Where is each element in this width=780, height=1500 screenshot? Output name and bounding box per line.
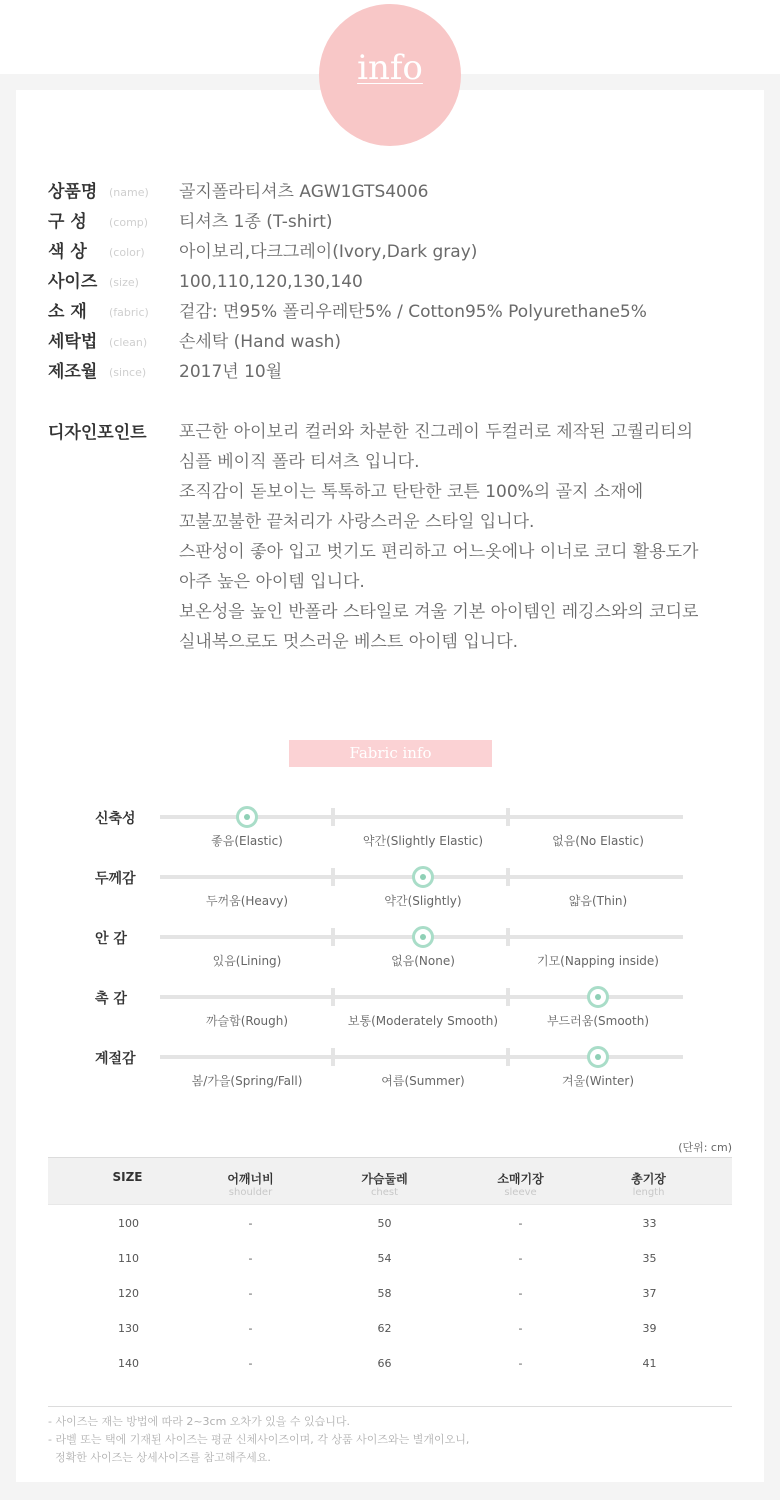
spec-value: 겉감: 면95% 폴리우레탄5% / Cotton95% Polyurethane5% <box>179 302 647 322</box>
spec-label: 제조월 <box>48 362 98 382</box>
table-cell: - <box>518 1252 523 1265</box>
spec-label: 세탁법 <box>48 332 98 352</box>
spec-label: 사이즈 <box>48 272 98 292</box>
unit-label: (단위: cm) <box>678 1141 732 1154</box>
fabric-scale-tick <box>506 868 510 886</box>
design-point-line: 포근한 아이보리 컬러와 차분한 진그레이 두컬러로 제작된 고퀄리티의 <box>179 422 694 442</box>
fabric-scale-tick <box>331 928 335 946</box>
spec-sublabel: (clean) <box>109 336 148 349</box>
table-cell: 130 <box>118 1322 139 1335</box>
fabric-option-label: 부드러움(Smooth) <box>546 1014 650 1028</box>
fabric-selected-marker <box>412 926 434 948</box>
spec-label: 색 상 <box>48 242 87 262</box>
fabric-option-label: 약간(Slightly) <box>384 894 462 908</box>
spec-sublabel: (since) <box>109 366 147 379</box>
column-header-shoulder: 어깨너비 shoulder <box>227 1172 274 1198</box>
table-cell: 100 <box>118 1217 139 1230</box>
size-table-header <box>48 1157 732 1205</box>
design-point-label: 디자인포인트 <box>48 423 147 443</box>
column-header-length: 총기장 length <box>631 1172 666 1198</box>
design-point-line: 보온성을 높인 반폴라 스타일로 겨울 기본 아이템인 레깅스와의 코디로 <box>179 602 699 622</box>
fabric-scale-tick <box>331 1048 335 1066</box>
spec-sublabel: (fabric) <box>109 306 149 319</box>
table-cell: - <box>518 1217 523 1230</box>
column-header-sleeve: 소매기장 sleeve <box>497 1172 544 1198</box>
spec-sublabel: (name) <box>109 186 149 199</box>
table-cell: - <box>518 1357 523 1370</box>
fabric-option-label: 두꺼움(Heavy) <box>205 894 289 908</box>
table-cell: 37 <box>642 1287 657 1300</box>
fabric-scale-tick <box>506 808 510 826</box>
fabric-scale-tick <box>331 988 335 1006</box>
spec-sublabel: (comp) <box>109 216 149 229</box>
fabric-option-label: 없음(No Elastic) <box>552 834 644 848</box>
fabric-row-label: 계절감 <box>95 1051 136 1067</box>
fabric-option-label: 기모(Napping inside) <box>536 954 659 968</box>
fabric-selected-marker <box>236 806 258 828</box>
table-cell: - <box>248 1287 253 1300</box>
table-cell: - <box>518 1322 523 1335</box>
table-cell: - <box>518 1287 523 1300</box>
spec-sublabel: (size) <box>109 276 139 289</box>
spec-sublabel: (color) <box>109 246 145 259</box>
design-point-line: 아주 높은 아이템 입니다. <box>179 572 365 592</box>
spec-value: 손세탁 (Hand wash) <box>179 332 342 352</box>
table-cell: 50 <box>377 1217 392 1230</box>
fabric-selected-marker <box>587 986 609 1008</box>
fabric-option-label: 여름(Summer) <box>381 1074 465 1088</box>
table-cell: 140 <box>118 1357 139 1370</box>
fabric-row-label: 두께감 <box>95 871 136 887</box>
table-cell: 62 <box>377 1322 392 1335</box>
table-cell: - <box>248 1217 253 1230</box>
note-line: 정확한 사이즈는 상세사이즈를 참고해주세요. <box>48 1451 271 1464</box>
fabric-scale-tick <box>506 1048 510 1066</box>
table-cell: - <box>248 1252 253 1265</box>
fabric-scale-tick <box>331 808 335 826</box>
design-point-text <box>179 417 754 657</box>
spec-label: 상품명 <box>48 182 98 202</box>
fabric-option-label: 까슬함(Rough) <box>205 1014 289 1028</box>
info-badge-text: info <box>357 48 423 88</box>
design-point-line: 조직감이 돋보이는 톡톡하고 탄탄한 코튼 100%의 골지 소재에 <box>179 482 644 502</box>
fabric-option-label: 봄/가을(Spring/Fall) <box>191 1074 303 1088</box>
spec-value: 100,110,120,130,140 <box>179 272 363 292</box>
fabric-selected-marker <box>587 1046 609 1068</box>
table-cell: - <box>248 1357 253 1370</box>
column-header-size: SIZE <box>112 1170 143 1184</box>
design-point-line: 실내복으로도 멋스러운 베스트 아이템 입니다. <box>179 632 519 652</box>
fabric-option-label: 겨울(Winter) <box>561 1074 635 1088</box>
spec-value: 2017년 10월 <box>179 362 283 382</box>
table-cell: 66 <box>377 1357 392 1370</box>
table-cell: 58 <box>377 1287 392 1300</box>
table-cell: 35 <box>642 1252 657 1265</box>
table-cell: 33 <box>642 1217 657 1230</box>
fabric-row-label: 신축성 <box>95 811 136 827</box>
fabric-option-label: 얇음(Thin) <box>568 894 628 908</box>
table-divider <box>48 1406 732 1407</box>
fabric-row-label: 촉 감 <box>95 991 127 1007</box>
fabric-option-label: 좋음(Elastic) <box>211 834 283 848</box>
fabric-info-title: Fabric info <box>289 740 492 767</box>
fabric-row-label: 안 감 <box>95 931 127 947</box>
table-cell: 39 <box>642 1322 657 1335</box>
fabric-scale-tick <box>506 988 510 1006</box>
table-cell: - <box>248 1322 253 1335</box>
fabric-option-label: 보통(Moderately Smooth) <box>347 1014 499 1028</box>
fabric-scale-tick <box>506 928 510 946</box>
spec-value: 아이보리,다크그레이(Ivory,Dark gray) <box>179 242 478 262</box>
fabric-option-label: 없음(None) <box>391 954 455 968</box>
design-point-line: 심플 베이직 폴라 티셔츠 입니다. <box>179 452 420 472</box>
table-cell: 110 <box>118 1252 139 1265</box>
table-cell: 54 <box>377 1252 392 1265</box>
fabric-option-label: 약간(Slightly Elastic) <box>362 834 484 848</box>
fabric-scale-tick <box>331 868 335 886</box>
design-point-line: 스판성이 좋아 입고 벗기도 편리하고 어느옷에나 이너로 코디 활용도가 <box>179 542 699 562</box>
spec-label: 소 재 <box>48 302 87 322</box>
spec-value: 티셔츠 1종 (T-shirt) <box>179 212 333 232</box>
note-line: - 라벨 또는 택에 기재된 사이즈는 평균 신체사이즈이며, 각 상품 사이즈와는 별개이오니, <box>48 1433 470 1446</box>
spec-label: 구 성 <box>48 212 87 232</box>
column-header-chest: 가슴둘레 chest <box>361 1172 408 1198</box>
design-point-line: 꼬불꼬불한 끝처리가 사랑스러운 스타일 입니다. <box>179 512 535 532</box>
table-cell: 120 <box>118 1287 139 1300</box>
note-line: - 사이즈는 재는 방법에 따라 2~3cm 오차가 있을 수 있습니다. <box>48 1415 351 1428</box>
table-cell: 41 <box>642 1357 657 1370</box>
fabric-option-label: 있음(Lining) <box>212 954 282 968</box>
spec-value: 골지폴라티셔츠 AGW1GTS4006 <box>179 182 429 202</box>
fabric-selected-marker <box>412 866 434 888</box>
